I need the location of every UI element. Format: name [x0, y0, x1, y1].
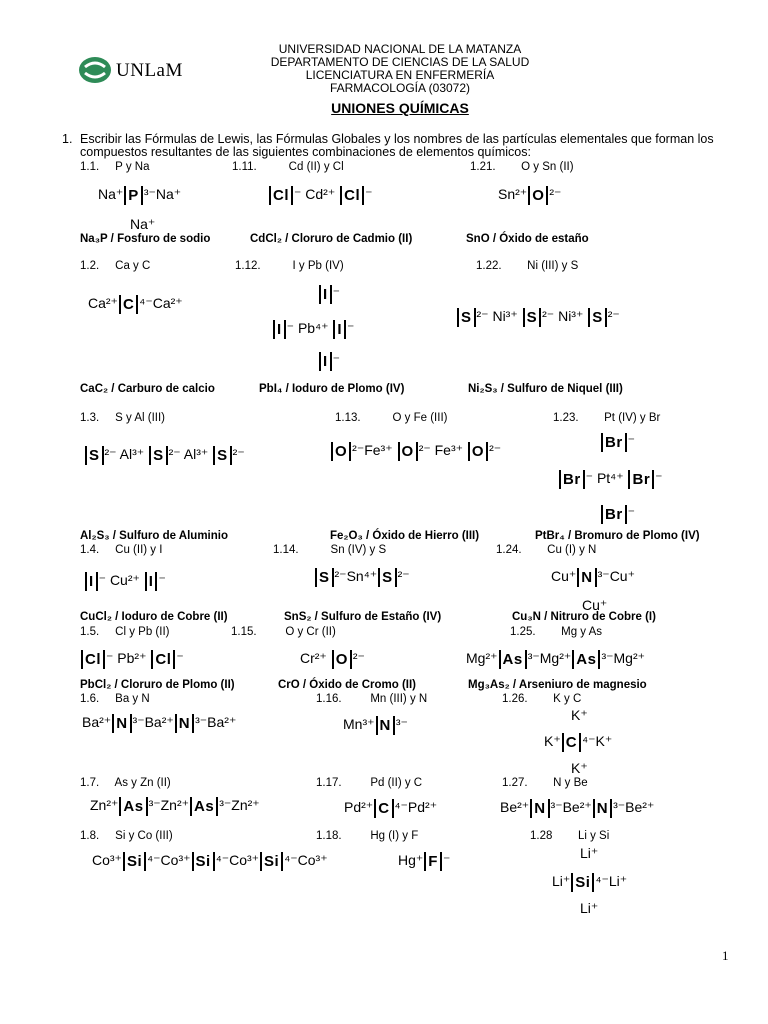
answer-1-14: SnS₂ / Sulfuro de Estaño (IV) — [284, 611, 442, 623]
lewis-1-22: S ²⁻ Ni³⁺ S ²⁻ Ni³⁺ S ²⁻ — [456, 308, 620, 327]
item-1-8: 1.8. Si y Co (III) — [80, 830, 173, 842]
answer-1-13: Fe₂O₃ / Óxido de Hierro (III) — [330, 530, 480, 542]
lewis-1-24-b: Cu⁺ — [582, 597, 608, 613]
lewis-1-12-top: I ⁻ — [318, 285, 340, 304]
lewis-1-23-bot: Br ⁻ — [600, 505, 635, 524]
answer-1-3: Al₂S₃ / Sulfuro de Aluminio — [80, 530, 229, 542]
lewis-1-13: O ²⁻Fe³⁺ O ²⁻ Fe³⁺ O ²⁻ — [330, 442, 501, 461]
answer-1-24: Cu₃N / Nitruro de Cobre (I) — [512, 611, 656, 623]
answer-1-15: CrO / Óxido de Cromo (II) — [278, 679, 417, 691]
question-number: 1. — [62, 132, 73, 146]
answer-1-4: CuCl₂ / Ioduro de Cobre (II) — [80, 611, 228, 623]
page-number: 1 — [722, 948, 729, 963]
lewis-1-28-bot: Li⁺ — [580, 900, 599, 916]
header-course: FARMACOLOGÍA (03072) — [329, 81, 471, 95]
lewis-1-6: Ba²⁺ N ³⁻Ba²⁺ N ³⁻Ba²⁺ — [82, 714, 237, 732]
answer-1-23: PtBr₄ / Bromuro de Plomo (IV) — [535, 530, 700, 542]
answer-1-21: SnO / Óxido de estaño — [466, 233, 589, 245]
lewis-1-26-bot: K⁺ — [571, 760, 588, 776]
answer-1-2: CaC₂ / Carburo de calcio — [80, 383, 215, 395]
item-1-21: 1.21. O y Sn (II) — [470, 161, 574, 173]
item-1-7: 1.7. As y Zn (II) — [80, 777, 171, 789]
lewis-1-21: Sn²⁺ O ²⁻ — [498, 186, 562, 204]
item-1-17: 1.17. Pd (II) y C — [316, 777, 423, 789]
item-1-18: 1.18. Hg (I) y F — [316, 830, 419, 842]
lewis-1-12-mid: I ⁻ Pb⁴⁺ I ⁻ — [272, 320, 354, 339]
lewis-1-27: Be²⁺ N ³⁻Be²⁺ N ³⁻Be²⁺ — [500, 799, 655, 817]
lewis-1-23-mid: Br ⁻ Pt⁴⁺ Br ⁻ — [558, 470, 663, 489]
item-1-25: 1.25. Mg y As — [510, 626, 603, 638]
item-1-23: 1.23. Pt (IV) y Br — [553, 412, 661, 424]
page-title: UNIONES QUÍMICAS — [331, 100, 469, 116]
item-1-24: 1.24. Cu (I) y N — [496, 544, 597, 556]
lewis-1-4: I ⁻ Cu²⁺ I ⁻ — [84, 572, 166, 591]
lewis-1-25: Mg²⁺ As ³⁻Mg²⁺ As ³⁻Mg²⁺ — [466, 650, 645, 668]
lewis-1-3: S ²⁻ Al³⁺ S ²⁻ Al³⁺ S ²⁻ — [84, 446, 245, 465]
lewis-1-2: Ca²⁺ C ⁴⁻Ca²⁺ — [88, 295, 183, 313]
lewis-1-24: Cu⁺ N ³⁻Cu⁺ — [551, 568, 635, 586]
lewis-1-5: Cl ⁻ Pb²⁺ Cl ⁻ — [80, 650, 184, 669]
unlam-logo-icon — [77, 55, 113, 85]
answer-1-5: PbCl₂ / Cloruro de Plomo (II) — [80, 679, 235, 691]
lewis-1-17: Pd²⁺ C ⁴⁻Pd²⁺ — [344, 799, 438, 817]
lewis-1-26-top: K⁺ — [571, 707, 588, 723]
answer-1-25: Mg₃As₂ / Arseniuro de magnesio — [468, 679, 647, 691]
logo-text: UNLaM — [116, 60, 183, 81]
lewis-1-15: Cr²⁺ O ²⁻ — [300, 650, 365, 668]
question-text: Escribir las Fórmulas de Lewis, las Fórmulas Globales y los nombres de las partículas elementales que forman los compuestos resultantes de las siguientes combinaciones de elementos químicos: — [80, 132, 714, 159]
item-1-27: 1.27. N y Be — [502, 777, 588, 789]
lewis-1-11: Cl ⁻ Cd²⁺ Cl ⁻ — [268, 186, 373, 205]
header-degree: LICENCIATURA EN ENFERMERÍA — [305, 68, 495, 82]
answer-1-11: CdCl₂ / Cloruro de Cadmio (II) — [250, 233, 413, 245]
lewis-1-18: Hg⁺ F ⁻ — [398, 852, 451, 870]
lewis-1-1: Na⁺ P ³⁻Na⁺ — [98, 186, 182, 204]
lewis-1-14: S ²⁻Sn⁴⁺ S ²⁻ — [314, 568, 410, 587]
item-1-15: 1.15. O y Cr (II) — [231, 626, 336, 638]
answer-1-12: PbI₄ / Ioduro de Plomo (IV) — [259, 383, 405, 395]
item-1-6: 1.6. Ba y N — [80, 693, 150, 705]
lewis-1-26-mid: K⁺ C ⁴⁻K⁺ — [544, 733, 613, 751]
item-1-4: 1.4. Cu (II) y I — [80, 544, 163, 556]
item-1-26: 1.26. K y C — [502, 693, 582, 705]
item-1-12: 1.12. I y Pb (IV) — [235, 260, 344, 272]
item-1-13: 1.13. O y Fe (III) — [335, 412, 448, 424]
item-1-22: 1.22. Ni (III) y S — [476, 260, 579, 272]
lewis-1-12-bot: I ⁻ — [318, 352, 340, 371]
lewis-1-16: Mn³⁺ N ³⁻ — [343, 716, 408, 734]
header-university: UNIVERSIDAD NACIONAL DE LA MATANZA — [278, 42, 522, 56]
item-1-5: 1.5. Cl y Pb (II) — [80, 626, 170, 638]
lewis-1-28-mid: Li⁺ Si ⁴⁻Li⁺ — [552, 873, 628, 891]
item-1-11: 1.11. Cd (II) y Cl — [232, 161, 344, 173]
item-1-28: 1.28 Li y Si — [530, 830, 610, 842]
item-1-3: 1.3. S y Al (III) — [80, 412, 165, 424]
item-1-2: 1.2. Ca y C — [80, 260, 151, 272]
lewis-1-23-top: Br ⁻ — [600, 433, 635, 452]
item-1-16: 1.16. Mn (III) y N — [316, 693, 428, 705]
answer-1-22: Ni₂S₃ / Sulfuro de Niquel (III) — [468, 383, 623, 395]
lewis-1-28-top: Li⁺ — [580, 845, 599, 861]
item-1-14: 1.14. Sn (IV) y S — [273, 544, 387, 556]
item-1-1: 1.1. P y Na — [80, 161, 150, 173]
lewis-1-1-b: Na⁺ — [130, 216, 156, 232]
header-department: DEPARTAMENTO DE CIENCIAS DE LA SALUD — [270, 55, 530, 69]
lewis-1-7: Zn²⁺ As ³⁻Zn²⁺ As ³⁻Zn²⁺ — [90, 797, 260, 815]
answer-1-1: Na₃P / Fosfuro de sodio — [80, 233, 211, 245]
lewis-1-8: Co³⁺ Si ⁴⁻Co³⁺ Si ⁴⁻Co³⁺ Si ⁴⁻Co³⁺ — [92, 852, 328, 870]
